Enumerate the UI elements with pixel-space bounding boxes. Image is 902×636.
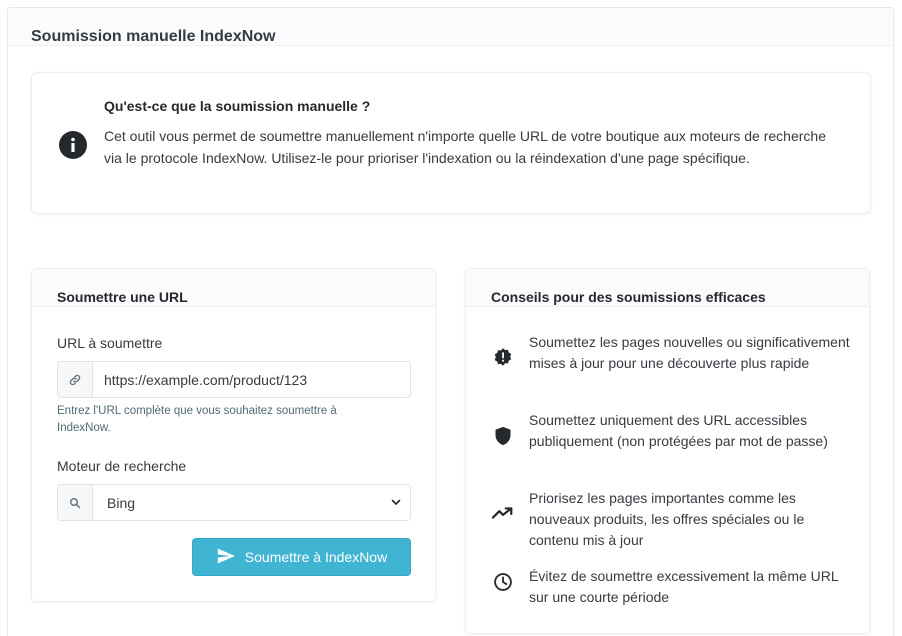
tip-item	[491, 488, 851, 551]
submit-button[interactable]	[192, 538, 411, 576]
url-input-group	[57, 361, 411, 398]
tip-item	[491, 410, 851, 452]
engine-select-value: Bing	[107, 494, 136, 511]
tips-card-header	[466, 269, 869, 307]
submit-card-header	[32, 269, 435, 307]
tips-card-title: Conseils pour des soumissions efficaces	[491, 289, 766, 305]
info-title: Qu'est-ce que la soumission manuelle ?	[104, 98, 371, 114]
submit-card-title: Soumettre une URL	[57, 289, 188, 305]
search-icon	[58, 485, 93, 520]
tip-item	[491, 332, 851, 374]
url-input[interactable]	[93, 362, 410, 397]
indexnow-panel	[7, 7, 894, 636]
shield-icon	[491, 410, 515, 452]
engine-select-group	[57, 484, 411, 521]
chevron-down-icon	[390, 495, 402, 511]
trending-up-icon	[491, 488, 515, 551]
tips-card	[465, 268, 870, 634]
tip-item	[491, 566, 851, 608]
link-icon	[58, 362, 93, 397]
clock-icon	[491, 566, 515, 608]
info-alert	[31, 72, 871, 214]
panel-header	[8, 8, 893, 46]
send-icon	[216, 547, 236, 568]
info-text: Cet outil vous permet de soumettre manuellement n'importe quelle URL de votre boutique aux moteurs de recherche via le protocole IndexNow. Utilisez-le pour prioriser l'indexation ou la réindexation d'une page spécifique.	[104, 128, 826, 166]
tip-text: Soumettez uniquement des URL accessibles publiquement (non protégées par mot de passe)	[529, 412, 828, 449]
engine-label: Moteur de recherche	[57, 458, 187, 474]
info-icon	[59, 131, 87, 159]
new-badge-icon	[491, 332, 515, 374]
url-label: URL à soumettre	[57, 335, 163, 351]
tip-text: Priorisez les pages importantes comme les nouveaux produits, les offres spéciales ou le contenu mis à jour	[529, 490, 805, 548]
engine-select[interactable]	[93, 485, 410, 520]
submit-button-label: Soumettre à IndexNow	[244, 549, 388, 565]
tip-text: Évitez de soumettre excessivement la même URL sur une courte période	[529, 568, 839, 605]
url-help-text: Entrez l'URL complète que vous souhaitez soumettre à IndexNow.	[57, 405, 337, 434]
submit-url-card	[31, 268, 436, 602]
panel-title: Soumission manuelle IndexNow	[31, 28, 276, 45]
tip-text: Soumettez les pages nouvelles ou significativement mises à jour pour une découverte plus rapide	[529, 334, 850, 371]
